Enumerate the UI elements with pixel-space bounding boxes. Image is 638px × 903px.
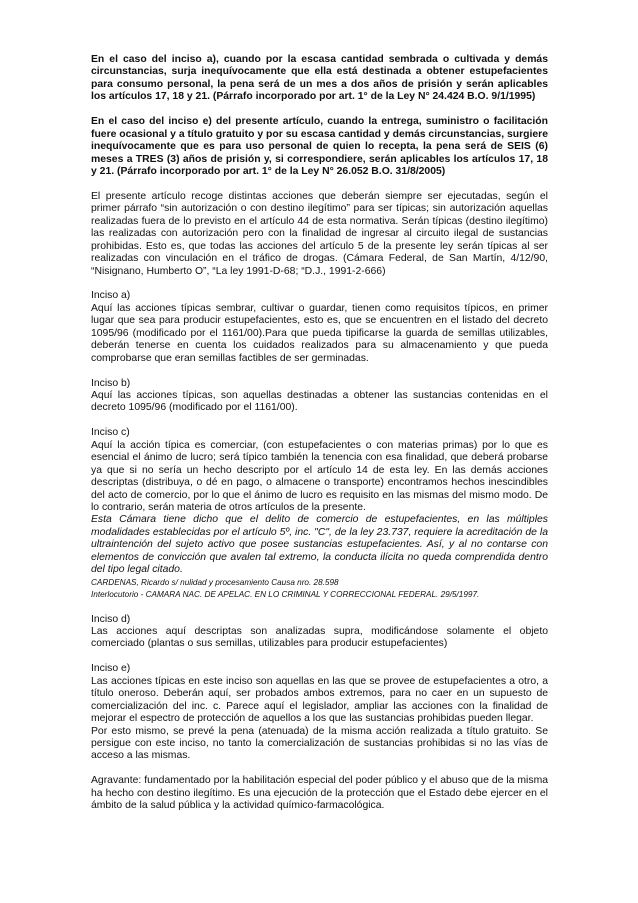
section-body: Aquí las acciones típicas sembrar, cultivar o guardar, tienen como requisitos típicos, en primer lugar que sea para producir estupefacientes, esto es, que se encuentren en el listado del decreto 1095/96 (modificado por el 1161/00).Para que pueda tipificarse la guarda de semillas utilizables, deberán tenerse en cuenta los cuidados realizados para su almacenamiento y que pueda comprobarse que eran semillas factibles de ser germinadas. [91,302,548,364]
section-heading: Inciso d) [91,613,131,625]
section-heading: Inciso a) [91,290,131,302]
section-inciso-a [91,290,548,365]
jurisprudence-citation-case: CARDENAS, Ricardo s/ nulidad y procesamiento Causa nro. 28.598 [91,577,339,587]
section-inciso-d [91,614,548,651]
section-heading: Inciso e) [91,663,131,675]
section-inciso-e [91,663,548,763]
section-body: Aquí las acciones típicas, son aquellas destinadas a obtener las sustancias contenidas en el decreto 1095/96 (modificado por el 1161/00). [91,389,548,414]
section-heading: Inciso c) [91,427,130,439]
paragraph-article-commentary: El presente artículo recoge distintas acciones que deberán siempre ser ejecutadas, según el primer párrafo “sin autorización o con destino ilegítimo” para ser típicas; sin autorización aquellas realizadas fuera de lo previsto en el artículo 44 de esta normativa. Serán típicas (destino ilegítimo) las realizadas con autorización pero con la finalidad de ingresar al circuito ilegal de sustancias prohibidas. Esto es, que todas las acciones del artículo 5 de la presente ley serán típicas al ser realizadas con vinculación en el tráfico de drogas. (Cámara Federal, de San Martín, 4/12/90, “Nisignano, Humberto O”, “La ley 1991-D-68; “D.J., 1991-2-666) [91,190,548,277]
jurisprudence-quote: Esta Cámara tiene dicho que el delito de comercio de estupefacientes, en las múltiples modalidades establecidas por el artículo 5º, inc. "C", de la ley 23.737, requiere la acreditación de la ultraintención del sujeto activo que posee sustancias estupefacientes. Así, y al no contarse con elementos de convicción que avalen tal extremo, la conducta ilícita no queda comprendida dentro del tipo legal citado. [91,514,548,576]
paragraph-inciso-e-penalty: En el caso del inciso e) del presente artículo, cuando la entrega, suministro o facilitación fuere ocasional y a título gratuito y por su escasa cantidad y demás circunstancias, surgiere inequívocamente que es para uso personal de quien lo recepta, la pena será de SEIS (6) meses a TRES (3) años de prisión y, si correspondiere, serán aplicables los artículos 17, 18 y 21. (Párrafo incorporado por art. 1° de la Ley N° 26.052 B.O. 31/8/2005) [91,116,548,178]
section-body: Las acciones aquí descriptas son analizadas supra, modificándose solamente el objeto comerciado (plantas o sus semillas, utilizables para producir estupefacientes) [91,625,548,650]
section-body-continued: Por esto mismo, se prevé la pena (atenuada) de la misma acción realizada a título gratuito. Se persigue con este inciso, no tanto la comercialización de sustancias prohibidas si no las vías de acceso a las mismas. [91,725,548,762]
paragraph-agravante: Agravante: fundamentado por la habilitación especial del poder público y el abuso que de la misma ha hecho con destino ilegítimo. Es una ejecución de la protección que el Estado debe ejercer en el ámbito de la salud pública y la actividad químico-farmacológica. [91,775,548,812]
jurisprudence-citation-court: Interlocutorio - CAMARA NAC. DE APELAC. EN LO CRIMINAL Y CORRECCIONAL FEDERAL. 29/5/1997. [91,589,480,599]
section-inciso-c [91,427,548,601]
section-body: Las acciones típicas en este inciso son aquellas en las que se provee de estupefacientes a otro, a título oneroso. Deberán aquí, ser probados ambos extremos, para no caer en un supuesto de comercialización del inc. c. Parece aquí el legislador, ampliar las acciones con la finalidad de mejorar el espectro de protección de aquellos a los que las sustancias prohibidas pueden llegar. [91,675,548,725]
section-heading: Inciso b) [91,377,131,389]
section-inciso-b [91,378,548,415]
section-body: Aquí la acción típica es comerciar, (con estupefacientes o con materias primas) por lo que es esencial el ánimo de lucro; será típico también la tenencia con esa finalidad, que deberá probarse ya que si no sería un hecho descripto por el artículo 14 de esta ley. En las demás acciones descriptas (distribuya, o dé en pago, o almacene o transporte) encontramos hechos inescindibles del acto de comercio, por lo que el ánimo de lucro es requisito en las mismas del mismo modo. De lo contrario, serán materia de otros artículos de la presente. [91,439,548,513]
paragraph-inciso-a-penalty: En el caso del inciso a), cuando por la escasa cantidad sembrada o cultivada y demás circunstancias, surja inequívocamente que ella está destinada a obtener estupefacientes para consumo personal, la pena será de un mes a dos años de prisión y serán aplicables los artículos 17, 18 y 21. (Párrafo incorporado por art. 1° de la Ley N° 24.424 B.O. 9/1/1995) [91,54,548,103]
document-page [91,54,548,825]
